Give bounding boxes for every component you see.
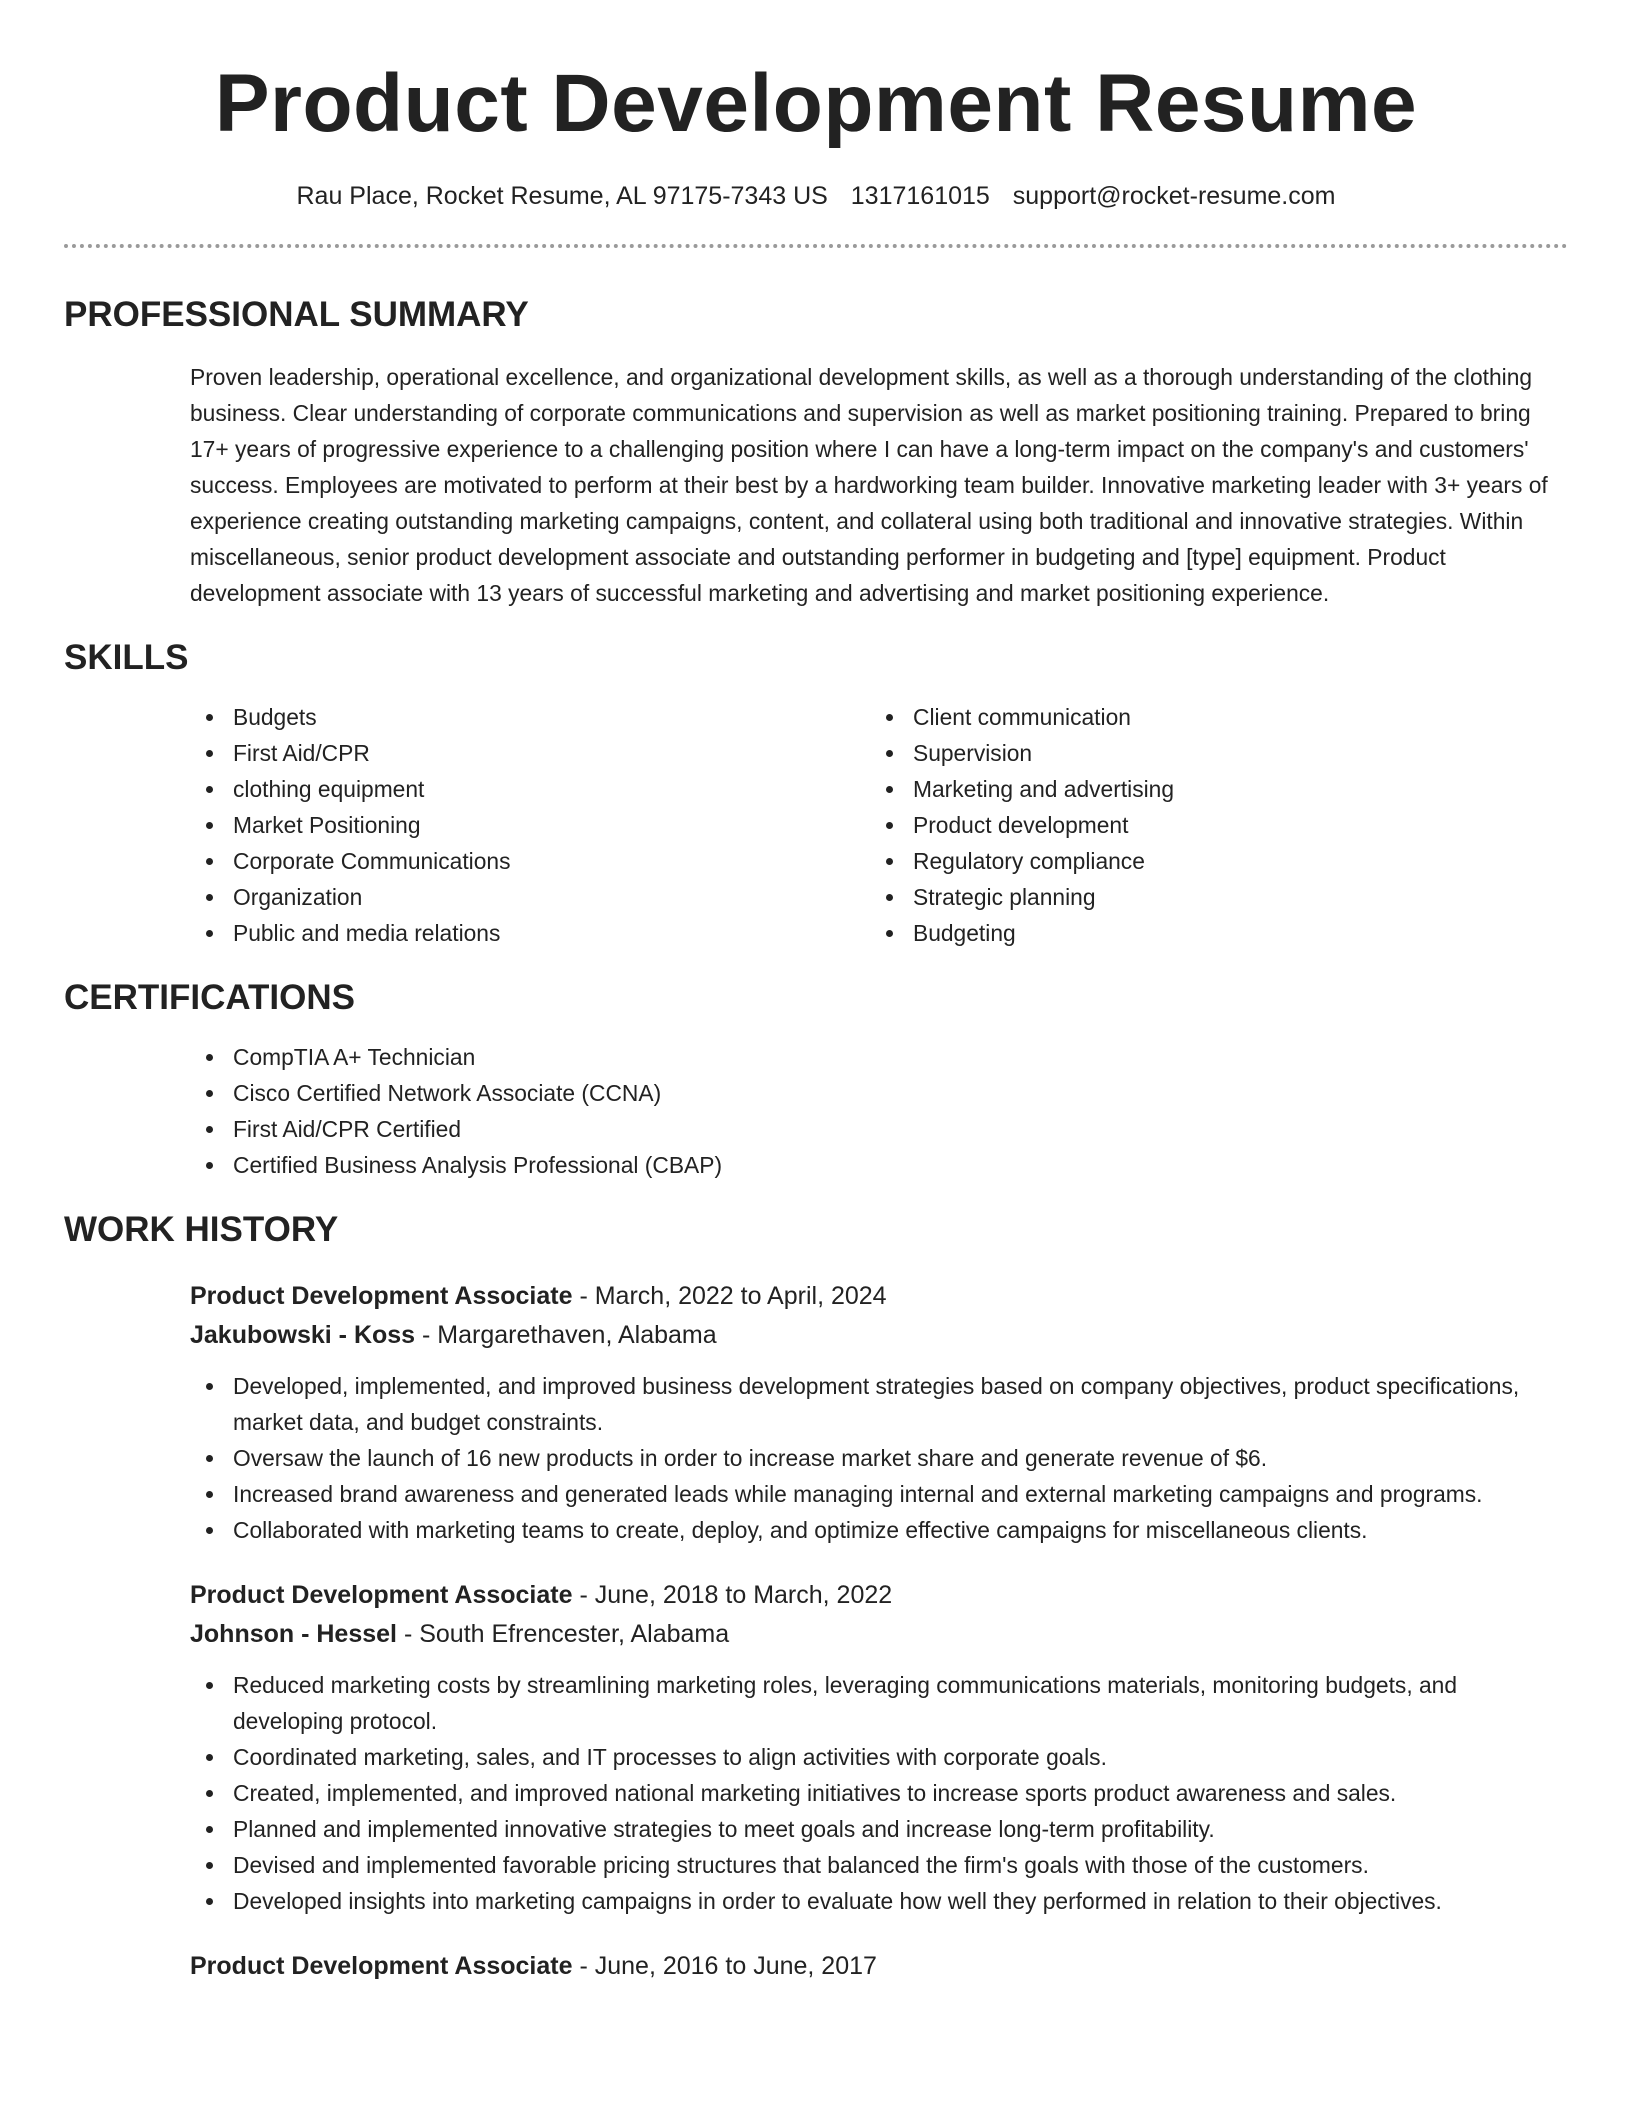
certification-item: First Aid/CPR Certified: [190, 1111, 1568, 1147]
job-company: Jakubowski - Koss: [190, 1321, 416, 1349]
job-bullets: [190, 1368, 1568, 1548]
job-location: - Margarethaven, Alabama: [415, 1321, 717, 1349]
skill-item: Public and media relations: [190, 915, 870, 951]
job-dates: - June, 2018 to March, 2022: [572, 1581, 893, 1609]
job-bullet: Increased brand awareness and generated leads while managing internal and external marketing campaigns and programs.: [190, 1476, 1568, 1512]
job-dates: - June, 2016 to June, 2017: [572, 1952, 877, 1980]
job-bullet: Developed, implemented, and improved business development strategies based on company objectives, product specifications, market data, and budget constraints.: [190, 1368, 1568, 1440]
job-bullet: Planned and implemented innovative strategies to meet goals and increase long-term profitability.: [190, 1811, 1568, 1847]
job-role-line: [190, 1576, 1568, 1615]
skills-column-right: [870, 699, 1470, 951]
job-bullet: Reduced marketing costs by streamlining marketing roles, leveraging communications materials, monitoring budgets, and developing protocol.: [190, 1667, 1568, 1739]
job-entry: [190, 1576, 1568, 1919]
skill-item: Marketing and advertising: [870, 771, 1470, 807]
skill-item: Budgeting: [870, 915, 1470, 951]
certification-item: CompTIA A+ Technician: [190, 1039, 1568, 1075]
skill-item: Supervision: [870, 735, 1470, 771]
job-company-line: [190, 1316, 1568, 1355]
job-role: Product Development Associate: [190, 1952, 573, 1980]
job-role-line: [190, 1277, 1568, 1316]
contact-line: [64, 180, 1568, 212]
section-title-skills: SKILLS: [64, 638, 189, 677]
certification-item: Certified Business Analysis Professional (CBAP): [190, 1147, 1568, 1183]
skill-item: Market Positioning: [190, 807, 870, 843]
skill-item: Regulatory compliance: [870, 843, 1470, 879]
section-title-summary: PROFESSIONAL SUMMARY: [64, 295, 529, 334]
contact-email: support@rocket-resume.com: [1012, 182, 1336, 210]
skill-item: Budgets: [190, 699, 870, 735]
job-bullet: Collaborated with marketing teams to create, deploy, and optimize effective campaigns for miscellaneous clients.: [190, 1512, 1568, 1548]
skill-item: First Aid/CPR: [190, 735, 870, 771]
section-title-work-history: WORK HISTORY: [64, 1210, 339, 1249]
contact-address: Rau Place, Rocket Resume, AL 97175-7343 US: [296, 182, 828, 210]
job-company: Johnson - Hessel: [190, 1620, 397, 1648]
skills-list: [64, 699, 1568, 951]
job-bullet: Created, implemented, and improved national marketing initiatives to increase sports product awareness and sales.: [190, 1775, 1568, 1811]
job-bullets: [190, 1667, 1568, 1919]
job-dates: - March, 2022 to April, 2024: [572, 1282, 887, 1310]
job-bullet: Devised and implemented favorable pricing structures that balanced the firm's goals with those of the customers.: [190, 1847, 1568, 1883]
summary-text: Proven leadership, operational excellence, and organizational development skills, as well as a thorough understanding of the clothing business. Clear understanding of corporate communications and supervision as well as market positioning training. Prepared to bring 17+ years of progressive experience to a challenging position where I can have a long-term impact on the company's and customers' success. Employees are motivated to perform at their best by a hardworking team builder. Innovative marketing leader with 3+ years of experience creating outstanding marketing campaigns, content, and collateral using both traditional and innovative strategies. Within miscellaneous, senior product development associate and outstanding performer in budgeting and [type] equipment. Product development associate with 13 years of successful marketing and advertising and market positioning experience.: [190, 364, 1548, 606]
header-divider: [64, 244, 1568, 248]
certification-item: Cisco Certified Network Associate (CCNA): [190, 1075, 1568, 1111]
job-role-line: [190, 1947, 1568, 1986]
job-bullet: Developed insights into marketing campaigns in order to evaluate how well they performed in relation to their objectives.: [190, 1883, 1568, 1919]
skill-item: Organization: [190, 879, 870, 915]
job-bullet: Oversaw the launch of 16 new products in order to increase market share and generate revenue of $6.: [190, 1440, 1568, 1476]
skill-item: Strategic planning: [870, 879, 1470, 915]
resume-title: Product Development Resume: [214, 58, 1418, 149]
skill-item: Client communication: [870, 699, 1470, 735]
certifications-list: [190, 1039, 1568, 1183]
job-bullet: Coordinated marketing, sales, and IT processes to align activities with corporate goals.: [190, 1739, 1568, 1775]
job-role: Product Development Associate: [190, 1581, 573, 1609]
contact-phone: 1317161015: [850, 182, 990, 210]
skills-column-left: [190, 699, 870, 951]
section-title-certifications: CERTIFICATIONS: [64, 978, 356, 1017]
skill-item: Product development: [870, 807, 1470, 843]
job-location: - South Efrencester, Alabama: [397, 1620, 730, 1648]
job-company-line: [190, 1615, 1568, 1654]
skill-item: Corporate Communications: [190, 843, 870, 879]
job-entry: [190, 1947, 1568, 1986]
skill-item: clothing equipment: [190, 771, 870, 807]
job-role: Product Development Associate: [190, 1282, 573, 1310]
job-entry: [190, 1277, 1568, 1548]
